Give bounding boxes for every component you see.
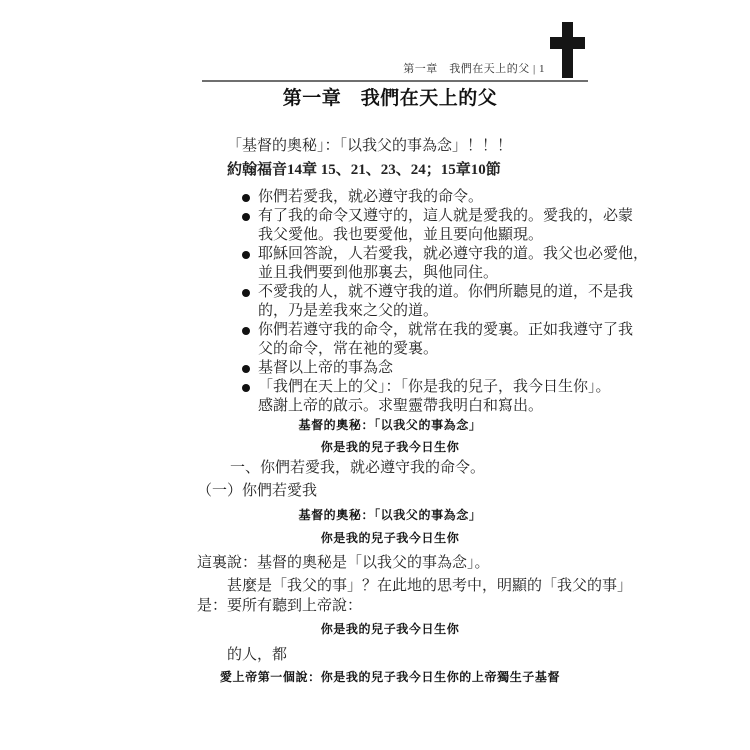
list-item	[197, 188, 647, 207]
refrain-begotten: 你是我的兒子我今日生你	[320, 622, 460, 636]
running-header: 第一章 我們在天上的父 | 1	[403, 63, 545, 75]
bullet-icon	[242, 194, 250, 202]
refrain-begotten: 你是我的兒子我今日生你	[320, 440, 460, 454]
list-item-line: 基督以上帝的事為念	[258, 360, 394, 376]
list-item	[197, 283, 647, 321]
cross-vertical-bar	[562, 22, 573, 78]
list-item-line: 的，乃是差我來之父的道。	[258, 303, 439, 319]
bullet-icon	[242, 213, 250, 221]
subsection-heading: （一）你們若愛我	[197, 483, 318, 499]
cross-horizontal-bar	[550, 37, 585, 49]
list-item-line: 我父愛他。我也要愛他，並且要向他顯現。	[258, 227, 544, 243]
list-item-line: 你們若遵守我的命令，就常在我的愛裏。正如我遵守了我	[258, 322, 634, 338]
here-says-line: 這裏說：基督的奧秘是「以我父的事為念」。	[197, 555, 490, 571]
bullet-icon	[242, 251, 250, 259]
list-item-line: 感謝上帝的啟示。求聖靈帶我明白和寫出。	[258, 398, 544, 414]
list-item	[197, 378, 647, 416]
people-line: 的人，都	[227, 647, 288, 663]
bullet-icon	[242, 384, 250, 392]
bullet-icon	[242, 365, 250, 373]
list-item-line: 你們若愛我，就必遵守我的命令。	[258, 189, 484, 205]
bullet-list	[197, 188, 647, 416]
paragraph-line: 是：要所有聽到上帝說：	[197, 598, 363, 614]
paragraph-line: 甚麼是「我父的事」？在此地的思考中，明顯的「我父的事」	[227, 578, 633, 594]
list-item	[197, 321, 647, 359]
header-rule	[202, 80, 588, 82]
list-item	[197, 245, 647, 283]
cross-icon	[550, 22, 585, 79]
scripture-reference: 約翰福音14章 15、21、23、24；15章10節	[227, 162, 501, 178]
refrain-mystery: 基督的奧秘：「以我父的事為念」	[298, 418, 482, 432]
mystery-statement: 「基督的奧秘」：「以我父的事為念」！！！	[227, 138, 513, 154]
question-paragraph	[197, 576, 647, 616]
list-item-line: 有了我的命令又遵守的，這人就是愛我的。愛我的，必蒙	[258, 208, 634, 224]
list-item	[197, 359, 647, 378]
section-heading: 一、你們若愛我，就必遵守我的命令。	[230, 460, 486, 476]
refrain-mystery: 基督的奧秘：「以我父的事為念」	[298, 508, 482, 522]
list-item	[197, 207, 647, 245]
chapter-title: 第一章 我們在天上的父	[282, 88, 498, 109]
list-item-line: 並且我們要到他那裏去，與他同住。	[258, 265, 499, 281]
refrain-final: 愛上帝第一個說：你是我的兒子我今日生你的上帝獨生子基督	[219, 670, 561, 684]
refrain-begotten: 你是我的兒子我今日生你	[320, 531, 460, 545]
list-item-line: 父的命令，常在祂的愛裏。	[258, 341, 439, 357]
list-item-line: 不愛我的人，就不遵守我的道。你們所聽見的道，不是我	[258, 284, 634, 300]
list-item-line: 「我們在天上的父」：「你是我的兒子，我今日生你」。	[258, 379, 611, 395]
list-item-line: 耶穌回答說，人若愛我，就必遵守我的道。我父也必愛他，	[258, 246, 649, 262]
bullet-icon	[242, 289, 250, 297]
bullet-icon	[242, 327, 250, 335]
